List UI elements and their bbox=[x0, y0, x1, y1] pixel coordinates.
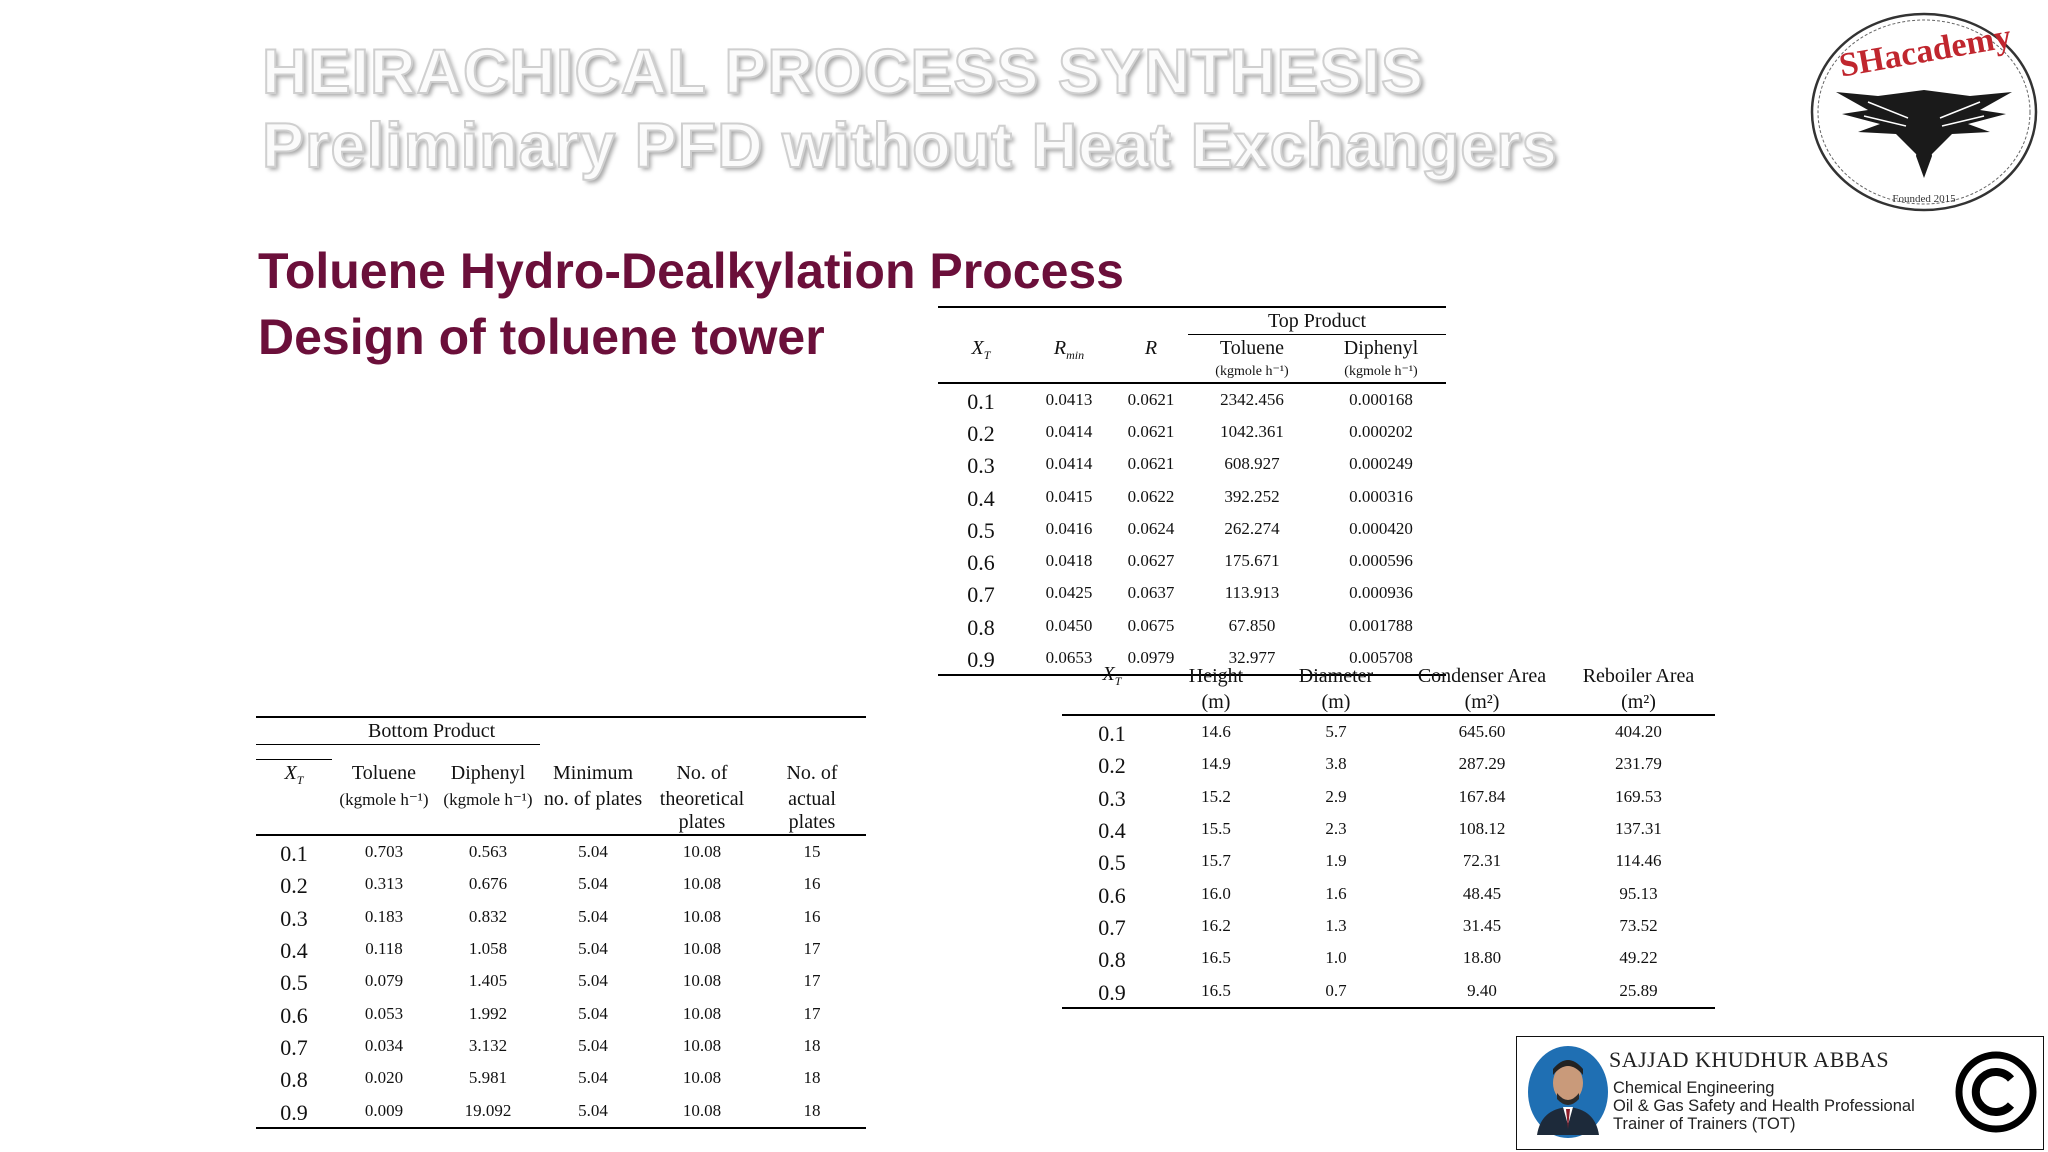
col-xt: $X_T$ bbox=[971, 336, 991, 362]
top-table-row bbox=[938, 513, 1446, 545]
sizing-table-cell-diameter: 1.0 bbox=[1325, 948, 1347, 968]
bottom-table-cell-toluene: 0.020 bbox=[364, 1068, 404, 1088]
sizing-table-row bbox=[1062, 845, 1715, 877]
bottom-table-cell-diphenyl: 1.992 bbox=[468, 1003, 508, 1023]
bottom-table-cell-min: 5.04 bbox=[578, 1035, 608, 1055]
bottom-table-cell-theo: 10.08 bbox=[682, 1068, 722, 1088]
bottom-table-cell-min: 5.04 bbox=[578, 906, 608, 926]
bottom-table-cell-diphenyl: 0.563 bbox=[468, 842, 508, 862]
bottom-col-theoretical: No. of bbox=[676, 762, 728, 785]
sizing-table-cell-reboiler: 404.20 bbox=[1615, 722, 1662, 742]
bottom-col-actual-3: plates bbox=[758, 811, 866, 835]
top-table-cell-toluene: 175.671 bbox=[1224, 551, 1280, 571]
sizing-table-cell-diameter: 5.7 bbox=[1325, 722, 1347, 742]
top-table-row bbox=[938, 383, 1446, 416]
bottom-table-cell-actual: 18 bbox=[803, 1035, 821, 1055]
eagle-logo-icon bbox=[1808, 6, 2046, 218]
sizing-table-cell-condenser: 645.60 bbox=[1458, 722, 1506, 742]
sizing-table-cell-diameter: 2.9 bbox=[1325, 786, 1347, 806]
bottom-table-cell-toluene: 0.183 bbox=[364, 906, 404, 926]
author-line2: Oil & Gas Safety and Health Professional bbox=[1613, 1097, 1915, 1115]
sizing-col-condenser: Condenser Area bbox=[1417, 664, 1547, 687]
sizing-table-cell-height: 16.5 bbox=[1201, 948, 1231, 968]
sizing-table-cell-height: 16.2 bbox=[1201, 915, 1231, 935]
top-table-row bbox=[938, 610, 1446, 642]
sizing-table-cell-condenser: 287.29 bbox=[1458, 754, 1506, 774]
sizing-table-row bbox=[1062, 781, 1715, 813]
bottom-table-row bbox=[256, 1094, 866, 1127]
top-table-cell-diphenyl: 0.000596 bbox=[1349, 551, 1413, 571]
sizing-table-cell-reboiler: 73.52 bbox=[1619, 915, 1658, 935]
bottom-col-theoretical-2: theoretical bbox=[659, 788, 745, 810]
sizing-table-row bbox=[1062, 877, 1715, 909]
sizing-table-cell-reboiler: 25.89 bbox=[1562, 974, 1715, 1007]
bottom-table-cell-actual: 17 bbox=[803, 939, 821, 959]
sizing-table-cell-xt: 0.4 bbox=[1098, 818, 1126, 844]
copyright-icon bbox=[1953, 1049, 2039, 1135]
sizing-table-row bbox=[1062, 974, 1715, 1007]
bottom-table-cell-actual: 16 bbox=[803, 874, 821, 894]
top-table-cell-toluene: 113.913 bbox=[1224, 583, 1280, 603]
bottom-table-cell-toluene: 0.118 bbox=[365, 939, 403, 959]
bottom-col-xt: $X_T$ bbox=[284, 762, 304, 787]
tower-sizing-table bbox=[1062, 662, 1715, 1009]
bottom-col-diphenyl-unit: (kgmole h⁻¹) bbox=[443, 789, 533, 809]
top-table-cell-rmin: 0.0413 bbox=[1045, 389, 1093, 409]
author-line1: Chemical Engineering bbox=[1613, 1079, 1775, 1097]
sizing-table-cell-xt: 0.8 bbox=[1098, 947, 1126, 973]
top-table-cell-diphenyl: 0.000420 bbox=[1349, 518, 1413, 538]
bottom-table-cell-actual: 18 bbox=[758, 1094, 866, 1127]
top-product-table bbox=[938, 306, 1446, 676]
sizing-table-cell-diameter: 0.7 bbox=[1270, 974, 1402, 1007]
bottom-table-cell-xt: 0.3 bbox=[280, 905, 308, 931]
sizing-table-cell-xt: 0.2 bbox=[1098, 753, 1126, 779]
bottom-col-min-plates-2: no. of plates bbox=[543, 788, 643, 810]
logo-brand-text: SHacademy bbox=[1836, 18, 2014, 85]
bottom-table-row bbox=[256, 868, 866, 900]
bottom-table-row bbox=[256, 1030, 866, 1062]
bottom-col-actual-2: actual bbox=[788, 788, 836, 810]
author-line3: Trainer of Trainers (TOT) bbox=[1613, 1115, 1796, 1133]
bottom-table-cell-theo: 10.08 bbox=[682, 906, 722, 926]
sizing-col-height-unit: (m) bbox=[1162, 690, 1270, 715]
bottom-table-cell-toluene: 0.079 bbox=[364, 971, 404, 991]
bottom-table-cell-xt: 0.6 bbox=[280, 1002, 308, 1028]
sizing-col-diameter: Diameter bbox=[1298, 664, 1374, 687]
top-table-cell-rmin: 0.0416 bbox=[1045, 518, 1093, 538]
col-diphenyl-unit: (kgmole h⁻¹) bbox=[1316, 363, 1446, 383]
subtitle-design: Design of toluene tower bbox=[258, 309, 825, 365]
bottom-table-row bbox=[256, 965, 866, 997]
sizing-table-cell-height: 15.7 bbox=[1201, 851, 1231, 871]
bottom-table-cell-min: 5.04 bbox=[578, 939, 608, 959]
bottom-table-cell-min: 5.04 bbox=[578, 1068, 608, 1088]
top-table-cell-rmin: 0.0418 bbox=[1045, 551, 1093, 571]
top-table-cell-rmin: 0.0450 bbox=[1045, 615, 1093, 635]
bottom-table-row bbox=[256, 901, 866, 933]
author-name: SAJJAD KHUDHUR ABBAS bbox=[1609, 1047, 1890, 1072]
top-table-cell-xt: 0.9 bbox=[938, 642, 1024, 675]
sizing-col-reboiler-unit: (m²) bbox=[1562, 690, 1715, 715]
bottom-table-cell-min: 5.04 bbox=[540, 1094, 646, 1127]
sizing-table-cell-reboiler: 137.31 bbox=[1615, 819, 1662, 839]
sizing-table-cell-height: 15.2 bbox=[1201, 786, 1231, 806]
bottom-table-row bbox=[256, 997, 866, 1029]
bottom-table-cell-actual: 15 bbox=[803, 842, 821, 862]
sizing-table-cell-reboiler: 231.79 bbox=[1615, 754, 1662, 774]
shacademy-logo bbox=[1808, 6, 2046, 218]
bottom-table-cell-theo: 10.08 bbox=[682, 874, 722, 894]
bottom-col-theoretical-3: plates bbox=[646, 811, 758, 835]
bottom-table-cell-theo: 10.08 bbox=[682, 939, 722, 959]
col-rmin: $R_{min}$ bbox=[1053, 336, 1085, 362]
bottom-table-cell-min: 5.04 bbox=[578, 971, 608, 991]
sizing-table-cell-condenser: 48.45 bbox=[1462, 883, 1502, 903]
top-table-cell-r: 0.0979 bbox=[1114, 642, 1188, 675]
top-table-cell-xt: 0.6 bbox=[967, 550, 995, 576]
top-table-row bbox=[938, 577, 1446, 609]
bottom-table-cell-min: 5.04 bbox=[578, 874, 608, 894]
top-table-cell-rmin: 0.0414 bbox=[1045, 421, 1093, 441]
bottom-table-cell-toluene: 0.009 bbox=[332, 1094, 436, 1127]
sizing-table-cell-diameter: 2.3 bbox=[1325, 819, 1347, 839]
sizing-table-cell-height: 14.9 bbox=[1201, 754, 1231, 774]
slide-title-line1: HEIRACHICAL PROCESS SYNTHESIS bbox=[262, 37, 1425, 107]
sizing-table-cell-xt: 0.1 bbox=[1098, 721, 1126, 747]
sizing-table-row bbox=[1062, 910, 1715, 942]
col-toluene: Toluene bbox=[1219, 337, 1285, 359]
author-avatar bbox=[1527, 1045, 1609, 1139]
sizing-table-cell-condenser: 31.45 bbox=[1462, 915, 1502, 935]
top-table-row bbox=[938, 480, 1446, 512]
top-table-cell-r: 0.0627 bbox=[1127, 551, 1175, 571]
bottom-table-cell-xt: 0.5 bbox=[280, 970, 308, 996]
bottom-col-toluene: Toluene bbox=[351, 762, 417, 785]
sizing-table-cell-xt: 0.3 bbox=[1098, 785, 1126, 811]
bottom-table-cell-xt: 0.7 bbox=[280, 1034, 308, 1060]
top-table-cell-diphenyl: 0.000316 bbox=[1349, 486, 1413, 506]
sizing-table-cell-reboiler: 95.13 bbox=[1619, 883, 1658, 903]
bottom-table-cell-toluene: 0.313 bbox=[364, 874, 404, 894]
top-table-cell-xt: 0.2 bbox=[967, 420, 995, 446]
bottom-table-cell-toluene: 0.703 bbox=[364, 842, 404, 862]
bottom-table-cell-diphenyl: 5.981 bbox=[468, 1068, 508, 1088]
bottom-table-row bbox=[256, 835, 866, 868]
sizing-col-condenser-unit: (m²) bbox=[1402, 690, 1562, 715]
sizing-table-cell-condenser: 9.40 bbox=[1402, 974, 1562, 1007]
bottom-table-cell-toluene: 0.034 bbox=[364, 1035, 404, 1055]
sizing-table-cell-height: 15.5 bbox=[1201, 819, 1231, 839]
top-table-cell-rmin: 0.0415 bbox=[1045, 486, 1093, 506]
top-table-cell-rmin: 0.0414 bbox=[1045, 454, 1093, 474]
top-table-cell-diphenyl: 0.000168 bbox=[1349, 389, 1413, 409]
top-table-cell-xt: 0.8 bbox=[967, 614, 995, 640]
subtitle-process: Toluene Hydro-Dealkylation Process bbox=[258, 243, 1124, 299]
sizing-table-cell-diameter: 1.9 bbox=[1325, 851, 1347, 871]
bottom-table-cell-actual: 17 bbox=[803, 971, 821, 991]
top-table-cell-diphenyl: 0.005708 bbox=[1316, 642, 1446, 675]
sizing-table-cell-reboiler: 169.53 bbox=[1615, 786, 1662, 806]
sizing-table-cell-condenser: 18.80 bbox=[1462, 948, 1502, 968]
bottom-table-cell-xt: 0.8 bbox=[280, 1067, 308, 1093]
sizing-table-row bbox=[1062, 942, 1715, 974]
bottom-table-cell-xt: 0.4 bbox=[280, 938, 308, 964]
bottom-table-cell-xt: 0.1 bbox=[280, 841, 308, 867]
bottom-table-cell-theo: 10.08 bbox=[682, 971, 722, 991]
top-table-cell-diphenyl: 0.000249 bbox=[1349, 454, 1413, 474]
top-table-cell-r: 0.0624 bbox=[1127, 518, 1175, 538]
sizing-table-cell-xt: 0.7 bbox=[1098, 914, 1126, 940]
bottom-table-cell-min: 5.04 bbox=[578, 842, 608, 862]
bottom-table-cell-diphenyl: 0.676 bbox=[468, 874, 508, 894]
top-table-cell-toluene: 32.977 bbox=[1188, 642, 1316, 675]
bottom-col-toluene-unit: (kgmole h⁻¹) bbox=[339, 789, 429, 809]
bottom-col-diphenyl: Diphenyl bbox=[450, 762, 526, 785]
top-table-cell-toluene: 1042.361 bbox=[1220, 421, 1284, 441]
bottom-table-cell-xt: 0.2 bbox=[280, 873, 308, 899]
top-product-group-label: Top Product bbox=[1188, 307, 1446, 335]
top-table-cell-toluene: 262.274 bbox=[1224, 518, 1280, 538]
top-table-cell-xt: 0.1 bbox=[967, 388, 995, 414]
top-table-row bbox=[938, 416, 1446, 448]
bottom-table-cell-diphenyl: 0.832 bbox=[468, 906, 508, 926]
sizing-table-cell-condenser: 167.84 bbox=[1458, 786, 1506, 806]
top-table-cell-toluene: 2342.456 bbox=[1220, 389, 1284, 409]
bottom-table-cell-theo: 10.08 bbox=[682, 1035, 722, 1055]
top-table-cell-xt: 0.7 bbox=[967, 582, 995, 608]
col-diphenyl: Diphenyl bbox=[1343, 337, 1419, 359]
bottom-product-table bbox=[256, 716, 866, 1129]
sizing-table-cell-height: 16.0 bbox=[1201, 883, 1231, 903]
top-table-cell-toluene: 608.927 bbox=[1224, 454, 1280, 474]
author-card bbox=[1516, 1036, 2044, 1150]
slide-title-line2: Preliminary PFD without Heat Exchangers bbox=[262, 111, 1558, 181]
bottom-table-cell-min: 5.04 bbox=[578, 1003, 608, 1023]
sizing-col-height: Height bbox=[1188, 664, 1244, 687]
bottom-table-cell-diphenyl: 19.092 bbox=[436, 1094, 540, 1127]
top-table-row bbox=[938, 448, 1446, 480]
sizing-table-cell-xt: 0.5 bbox=[1098, 850, 1126, 876]
top-table-cell-r: 0.0621 bbox=[1127, 389, 1175, 409]
bottom-col-actual: No. of bbox=[786, 762, 838, 785]
top-table-cell-toluene: 67.850 bbox=[1228, 615, 1276, 635]
top-table-cell-diphenyl: 0.000936 bbox=[1349, 583, 1413, 603]
bottom-table-cell-actual: 17 bbox=[803, 1003, 821, 1023]
sizing-table-row bbox=[1062, 715, 1715, 748]
col-r: R bbox=[1144, 336, 1158, 359]
bottom-table-row bbox=[256, 933, 866, 965]
top-table-cell-r: 0.0621 bbox=[1127, 421, 1175, 441]
bottom-table-row bbox=[256, 1062, 866, 1094]
bottom-product-group-label: Bottom Product bbox=[256, 717, 540, 745]
sizing-table-cell-height: 16.5 bbox=[1162, 974, 1270, 1007]
top-table-cell-r: 0.0675 bbox=[1127, 615, 1175, 635]
sizing-table-cell-diameter: 1.3 bbox=[1325, 915, 1347, 935]
top-table-cell-toluene: 392.252 bbox=[1224, 486, 1280, 506]
bottom-table-cell-diphenyl: 1.405 bbox=[468, 971, 508, 991]
sizing-table-cell-xt: 0.9 bbox=[1062, 974, 1162, 1007]
sizing-table-cell-reboiler: 114.46 bbox=[1615, 851, 1662, 871]
top-table-cell-r: 0.0637 bbox=[1127, 583, 1175, 603]
bottom-table-cell-diphenyl: 1.058 bbox=[468, 939, 508, 959]
bottom-table-cell-xt: 0.9 bbox=[256, 1094, 332, 1127]
top-table-cell-rmin: 0.0653 bbox=[1024, 642, 1114, 675]
sizing-table-cell-diameter: 1.6 bbox=[1325, 883, 1347, 903]
top-table-cell-diphenyl: 0.000202 bbox=[1349, 421, 1413, 441]
top-table-row bbox=[938, 545, 1446, 577]
sizing-table-row bbox=[1062, 748, 1715, 780]
bottom-table-cell-theo: 10.08 bbox=[646, 1094, 758, 1127]
sizing-table-cell-diameter: 3.8 bbox=[1325, 754, 1347, 774]
sizing-table-row bbox=[1062, 813, 1715, 845]
bottom-table-cell-actual: 18 bbox=[803, 1068, 821, 1088]
bottom-table-cell-diphenyl: 3.132 bbox=[468, 1035, 508, 1055]
bottom-table-cell-theo: 10.08 bbox=[682, 842, 722, 862]
top-table-cell-xt: 0.4 bbox=[967, 485, 995, 511]
top-table-cell-xt: 0.5 bbox=[967, 517, 995, 543]
col-toluene-unit: (kgmole h⁻¹) bbox=[1188, 363, 1316, 383]
sizing-table-cell-condenser: 108.12 bbox=[1458, 819, 1506, 839]
sizing-table-cell-reboiler: 49.22 bbox=[1619, 948, 1658, 968]
sizing-col-reboiler: Reboiler Area bbox=[1582, 664, 1695, 687]
sizing-table-cell-height: 14.6 bbox=[1201, 722, 1231, 742]
top-table-cell-rmin: 0.0425 bbox=[1045, 583, 1093, 603]
top-table-cell-diphenyl: 0.001788 bbox=[1349, 615, 1413, 635]
bottom-col-min-plates: Minimum bbox=[552, 762, 633, 785]
bottom-table-cell-theo: 10.08 bbox=[682, 1003, 722, 1023]
bottom-table-cell-actual: 16 bbox=[803, 906, 821, 926]
top-table-cell-xt: 0.3 bbox=[967, 453, 995, 479]
top-table-cell-r: 0.0622 bbox=[1127, 486, 1175, 506]
logo-founded-text: Founded 2015 bbox=[1892, 193, 1956, 205]
bottom-table-cell-toluene: 0.053 bbox=[364, 1003, 404, 1023]
sizing-table-cell-xt: 0.6 bbox=[1098, 882, 1126, 908]
top-table-cell-r: 0.0621 bbox=[1127, 454, 1175, 474]
sizing-col-diameter-unit: (m) bbox=[1270, 690, 1402, 715]
sizing-table-cell-condenser: 72.31 bbox=[1462, 851, 1502, 871]
sizing-col-xt: $X_T$ bbox=[1102, 663, 1122, 688]
